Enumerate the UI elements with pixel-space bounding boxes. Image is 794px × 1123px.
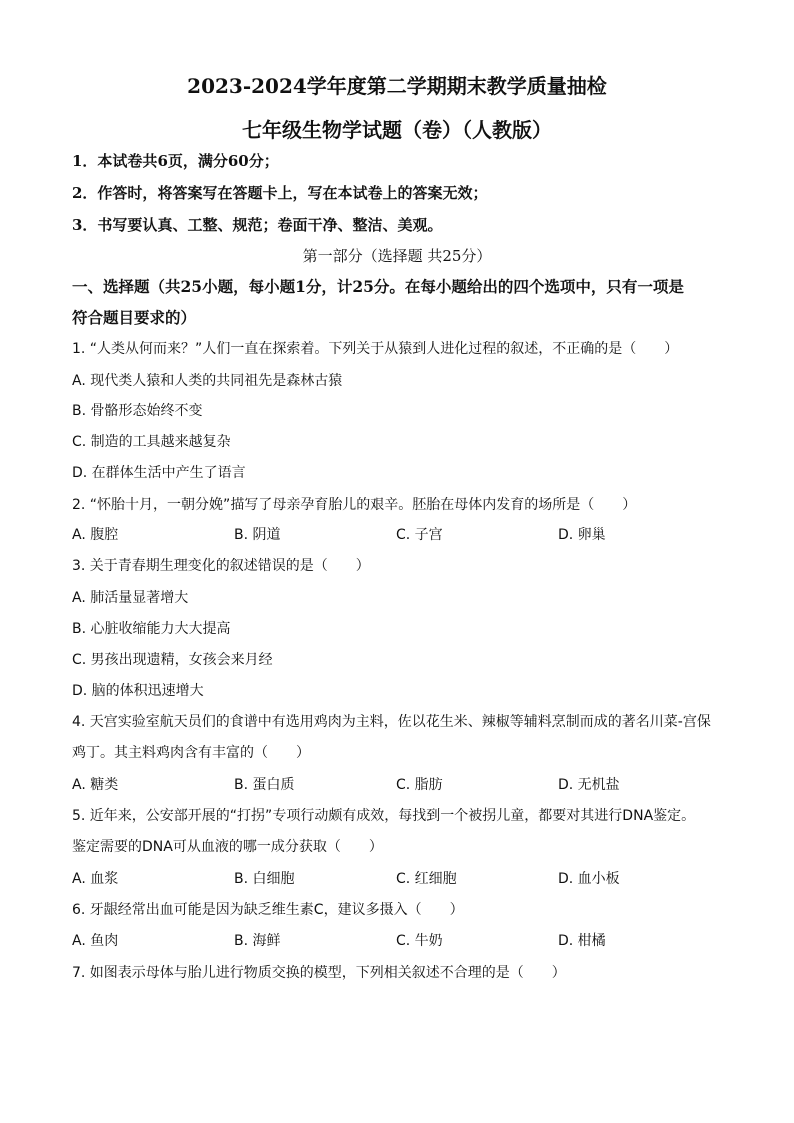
question-4-stem-line2: 鸡丁。其主料鸡肉含有丰富的（ ） (72, 745, 310, 761)
question-2-stem: 2. “怀胎十月，一朝分娩”描写了母亲孕育胎儿的艰辛。胚胎在母体内发育的场所是（ ） (72, 497, 637, 513)
question-1-option-c: C. 制造的工具越来越复杂 (72, 434, 231, 450)
question-6-options (72, 930, 794, 950)
question-4-option-a: A. 糖类 (72, 777, 119, 793)
question-1-option-a: A. 现代类人猿和人类的共同祖先是森林古猿 (72, 373, 343, 389)
instruction-2: 2．作答时，将答案写在答题卡上，写在本试卷上的答案无效； (72, 184, 488, 202)
question-6-option-d: D. 柑橘 (558, 933, 606, 949)
question-1-option-b: B. 骨骼形态始终不变 (72, 403, 203, 419)
question-5-option-b: B. 白细胞 (234, 871, 295, 887)
question-5-option-d: D. 血小板 (558, 871, 620, 887)
question-4-options (72, 774, 794, 794)
question-6-option-c: C. 牛奶 (396, 933, 443, 949)
question-2-option-c: C. 子宫 (396, 527, 443, 543)
question-3-option-b: B. 心脏收缩能力大大提高 (72, 621, 231, 637)
question-4-option-d: D. 无机盐 (558, 777, 620, 793)
part-heading-line2: 符合题目要求的） (72, 308, 197, 327)
exam-subtitle: 七年级生物学试题（卷）（人教版） (242, 118, 552, 142)
question-3-option-a: A. 肺活量显著增大 (72, 590, 189, 606)
question-1-stem: 1. “人类从何而来？”人们一直在探索着。下列关于从猿到人进化过程的叙述，不正确的是（ ） (72, 341, 679, 357)
question-6-stem: 6. 牙龈经常出血可能是因为缺乏维生素C，建议多摄入（ ） (72, 902, 464, 918)
question-5-options (72, 868, 794, 888)
instruction-3: 3．书写要认真、工整、规范；卷面干净、整洁、美观。 (72, 216, 443, 234)
question-3-stem: 3. 关于青春期生理变化的叙述错误的是（ ） (72, 558, 370, 574)
question-6-option-b: B. 海鲜 (234, 933, 281, 949)
question-2-option-d: D. 卵巢 (558, 527, 606, 543)
question-7-stem: 7. 如图表示母体与胎儿进行物质交换的模型，下列相关叙述不合理的是（ ） (72, 965, 566, 981)
instruction-1: 1．本试卷共6页，满分60分； (72, 152, 279, 170)
question-2-option-b: B. 阴道 (234, 527, 281, 543)
question-5-stem-line1: 5. 近年来，公安部开展的“打拐”专项行动颇有成效，每找到一个被拐儿童，都要对其进行DNA鉴定。 (72, 808, 696, 824)
question-5-option-a: A. 血浆 (72, 871, 119, 887)
question-4-option-b: B. 蛋白质 (234, 777, 295, 793)
question-1-option-d: D. 在群体生活中产生了语言 (72, 465, 246, 481)
question-2-options (72, 524, 794, 544)
question-6-option-a: A. 鱼肉 (72, 933, 119, 949)
question-5-option-c: C. 红细胞 (396, 871, 457, 887)
question-3-option-d: D. 脑的体积迅速增大 (72, 683, 204, 699)
section-title: 第一部分（选择题 共25分） (302, 247, 492, 265)
question-4-option-c: C. 脂肪 (396, 777, 443, 793)
question-2-option-a: A. 腹腔 (72, 527, 119, 543)
exam-title: 2023-2024学年度第二学期期末教学质量抽检 (187, 74, 607, 98)
question-3-option-c: C. 男孩出现遗精，女孩会来月经 (72, 652, 273, 668)
question-5-stem-line2: 鉴定需要的DNA可从血液的哪一成分获取（ ） (72, 839, 383, 855)
part-heading-line1: 一、选择题（共25小题，每小题1分，计25分。在每小题给出的四个选项中，只有一项是 (72, 277, 684, 296)
question-4-stem-line1: 4. 天宫实验室航天员们的食谱中有选用鸡肉为主料，佐以花生米、辣椒等辅料烹制而成的著名川菜-宫保 (72, 714, 711, 730)
